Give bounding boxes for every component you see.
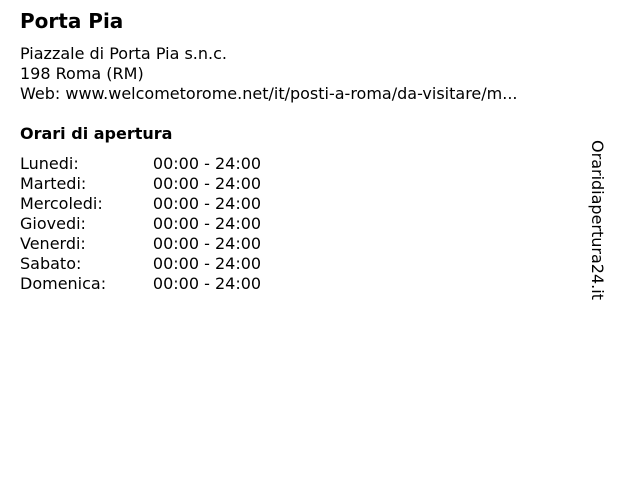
day-label: Mercoledi: (20, 194, 103, 213)
hours-row-monday (20, 154, 277, 174)
time-range: 00:00 - 24:00 (152, 254, 262, 273)
time-range: 00:00 - 24:00 (152, 234, 262, 253)
brand-watermark: Oraridiapertura24.it (588, 140, 607, 300)
place-title: Porta Pia (20, 9, 124, 33)
hours-row-sunday (20, 274, 277, 294)
time-range: 00:00 - 24:00 (152, 214, 262, 233)
street-address: Piazzale di Porta Pia s.n.c. (20, 44, 227, 63)
day-label: Giovedi: (20, 214, 86, 233)
time-range: 00:00 - 24:00 (152, 194, 262, 213)
opening-hours-title: Orari di apertura (20, 124, 173, 143)
hours-row-tuesday (20, 174, 277, 194)
website-link[interactable]: Web: www.welcometorome.net/it/posti-a-roma/da-visitare/m... (20, 84, 518, 103)
hours-row-saturday (20, 254, 277, 274)
day-label: Martedi: (20, 174, 87, 193)
opening-hours-list (20, 154, 277, 294)
day-label: Venerdi: (20, 234, 86, 253)
time-range: 00:00 - 24:00 (152, 154, 262, 173)
day-label: Sabato: (20, 254, 82, 273)
hours-row-friday (20, 234, 277, 254)
time-range: 00:00 - 24:00 (152, 274, 262, 293)
address-block (20, 44, 518, 104)
time-range: 00:00 - 24:00 (152, 174, 262, 193)
hours-row-wednesday (20, 194, 277, 214)
day-label: Lunedi: (20, 154, 79, 173)
hours-row-thursday (20, 214, 277, 234)
city-line: 198 Roma (RM) (20, 64, 144, 83)
day-label: Domenica: (20, 274, 107, 293)
